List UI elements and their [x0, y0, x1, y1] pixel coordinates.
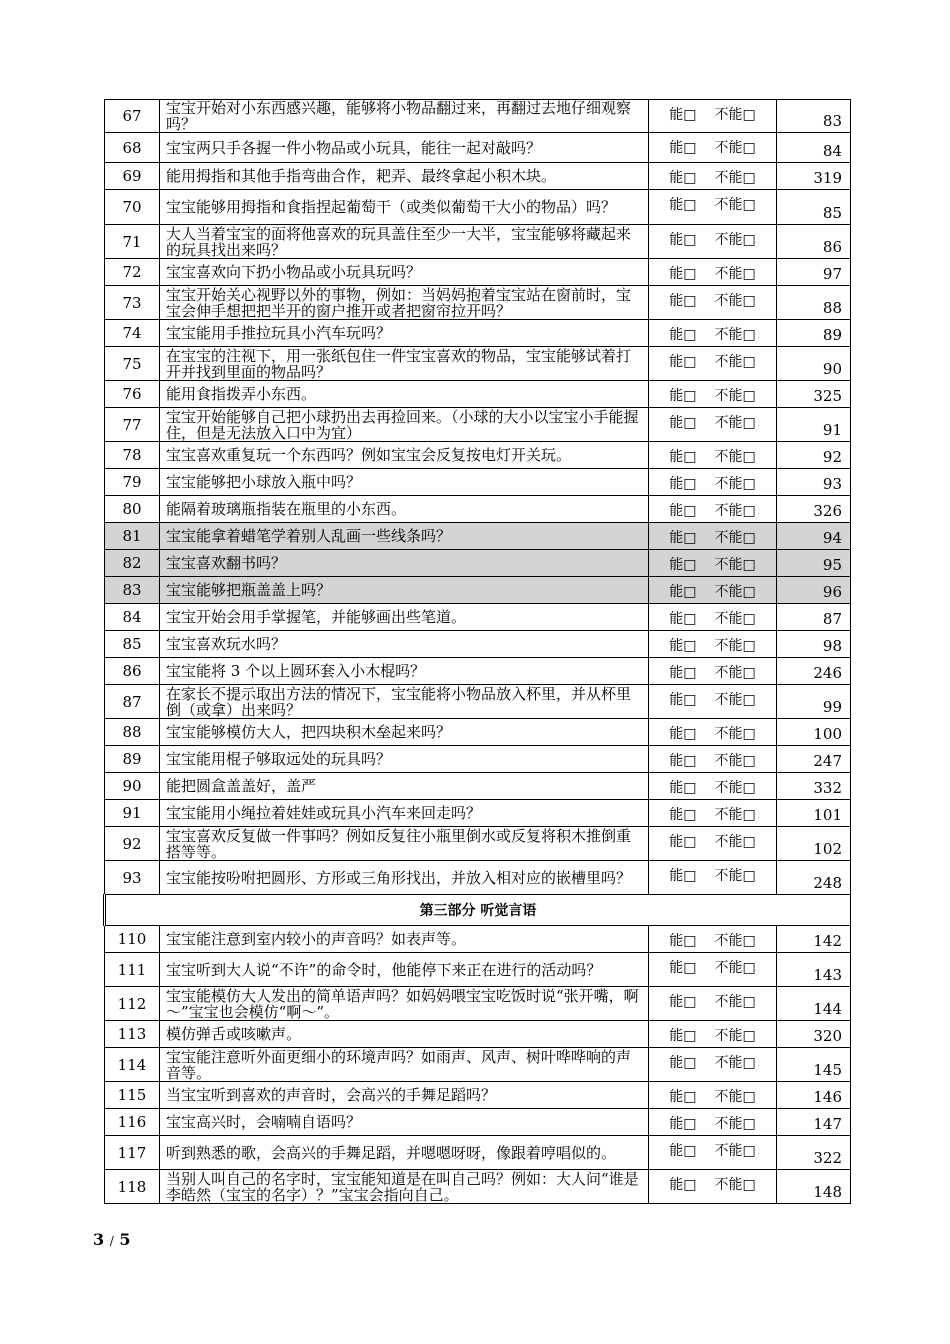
- question-row: [105, 577, 851, 604]
- question-number: 72: [105, 259, 160, 286]
- question-text: 宝宝能够把瓶盖盖上吗？: [160, 577, 649, 604]
- item-code: 144: [777, 987, 851, 1021]
- question-row: [105, 190, 851, 225]
- question-number: 73: [105, 286, 160, 320]
- question-row: [105, 381, 851, 408]
- option-yes-checkbox[interactable]: 能□: [669, 557, 697, 573]
- item-code: 248: [777, 861, 851, 895]
- answer-options: [649, 347, 777, 381]
- question-row: [105, 926, 851, 953]
- question-text: 宝宝开始会用手掌握笔，并能够画出些笔道。: [160, 604, 649, 631]
- question-number: 90: [105, 773, 160, 800]
- item-code: 145: [777, 1048, 851, 1082]
- option-yes-checkbox[interactable]: 能□: [669, 807, 697, 823]
- page-total: 5: [119, 1230, 131, 1249]
- question-text: 能用食指拨弄小东西。: [160, 381, 649, 408]
- item-code: 332: [777, 773, 851, 800]
- question-number: 112: [105, 987, 160, 1021]
- answer-options: [649, 658, 777, 685]
- option-no-checkbox[interactable]: 不能□: [714, 557, 756, 573]
- answer-options: [649, 953, 777, 987]
- option-no-checkbox[interactable]: 不能□: [714, 530, 756, 546]
- question-number: 70: [105, 190, 160, 225]
- question-row: [105, 259, 851, 286]
- answer-options: [649, 926, 777, 953]
- questionnaire-table: [103, 99, 851, 1204]
- question-text: 宝宝能按吩咐把圆形、方形或三角形找出，并放入相对应的嵌槽里吗？: [160, 861, 649, 895]
- option-no-checkbox[interactable]: 不能□: [714, 1143, 756, 1159]
- answer-options: [649, 550, 777, 577]
- item-code: 90: [777, 347, 851, 381]
- option-yes-checkbox[interactable]: 能□: [669, 1028, 697, 1044]
- question-number: 75: [105, 347, 160, 381]
- option-yes-checkbox[interactable]: 能□: [669, 476, 697, 492]
- question-number: 87: [105, 685, 160, 719]
- page-separator: /: [109, 1234, 114, 1248]
- answer-options: [649, 577, 777, 604]
- item-code: 84: [777, 133, 851, 163]
- question-row: [105, 953, 851, 987]
- option-yes-checkbox[interactable]: 能□: [669, 1055, 697, 1071]
- option-no-checkbox[interactable]: 不能□: [714, 584, 756, 600]
- question-row: [105, 286, 851, 320]
- question-row: [105, 442, 851, 469]
- question-number: 92: [105, 827, 160, 861]
- option-yes-checkbox[interactable]: 能□: [669, 753, 697, 769]
- option-yes-checkbox[interactable]: 能□: [669, 197, 697, 213]
- option-no-checkbox[interactable]: 不能□: [714, 1177, 756, 1193]
- option-yes-checkbox[interactable]: 能□: [669, 584, 697, 600]
- option-yes-checkbox[interactable]: 能□: [669, 1177, 697, 1193]
- answer-options: [649, 1170, 777, 1204]
- question-row: [105, 163, 851, 190]
- question-number: 114: [105, 1048, 160, 1082]
- question-number: 93: [105, 861, 160, 895]
- answer-options: [649, 469, 777, 496]
- option-no-checkbox[interactable]: 不能□: [714, 960, 756, 976]
- option-no-checkbox[interactable]: 不能□: [714, 726, 756, 742]
- option-yes-checkbox[interactable]: 能□: [669, 1116, 697, 1132]
- option-no-checkbox[interactable]: 不能□: [714, 780, 756, 796]
- option-no-checkbox[interactable]: 不能□: [714, 503, 756, 519]
- option-yes-checkbox[interactable]: 能□: [669, 415, 697, 431]
- question-number: 86: [105, 658, 160, 685]
- answer-options: [649, 381, 777, 408]
- question-number: 81: [105, 523, 160, 550]
- question-row: [105, 320, 851, 347]
- option-yes-checkbox[interactable]: 能□: [669, 611, 697, 627]
- option-yes-checkbox[interactable]: 能□: [669, 503, 697, 519]
- question-text: 听到熟悉的歌，会高兴的手舞足蹈，并嗯嗯呀呀，像跟着哼唱似的。: [160, 1136, 649, 1170]
- item-code: 102: [777, 827, 851, 861]
- option-no-checkbox[interactable]: 不能□: [714, 1055, 756, 1071]
- option-no-checkbox[interactable]: 不能□: [714, 140, 756, 156]
- option-yes-checkbox[interactable]: 能□: [669, 994, 697, 1010]
- item-code: 96: [777, 577, 851, 604]
- item-code: 100: [777, 719, 851, 746]
- item-code: 146: [777, 1082, 851, 1109]
- question-row: [105, 1170, 851, 1204]
- option-yes-checkbox[interactable]: 能□: [669, 530, 697, 546]
- question-number: 111: [105, 953, 160, 987]
- question-text: 在宝宝的注视下，用一张纸包住一件宝宝喜欢的物品，宝宝能够试着打开并找到里面的物品吗？: [160, 347, 649, 381]
- question-text: 宝宝能够模仿大人，把四块积木垒起来吗？: [160, 719, 649, 746]
- option-yes-checkbox[interactable]: 能□: [669, 933, 697, 949]
- question-text: 宝宝开始能够自己把小球扔出去再捡回来。（小球的大小以宝宝小手能握住，但是无法放入口中为宜）: [160, 408, 649, 442]
- question-row: [105, 1082, 851, 1109]
- answer-options: [649, 719, 777, 746]
- question-text: 宝宝能拿着蜡笔学着别人乱画一些线条吗？: [160, 523, 649, 550]
- option-yes-checkbox[interactable]: 能□: [669, 834, 697, 850]
- question-number: 110: [105, 926, 160, 953]
- answer-options: [649, 604, 777, 631]
- question-number: 89: [105, 746, 160, 773]
- question-text: 在家长不提示取出方法的情况下，宝宝能将小物品放入杯里，并从杯里倒（或拿）出来吗？: [160, 685, 649, 719]
- question-number: 74: [105, 320, 160, 347]
- item-code: 98: [777, 631, 851, 658]
- answer-options: [649, 746, 777, 773]
- question-row: [105, 773, 851, 800]
- answer-options: [649, 442, 777, 469]
- option-yes-checkbox[interactable]: 能□: [669, 1089, 697, 1105]
- question-text: 宝宝能够把小球放入瓶中吗？: [160, 469, 649, 496]
- item-code: 95: [777, 550, 851, 577]
- answer-options: [649, 1136, 777, 1170]
- item-code: 89: [777, 320, 851, 347]
- answer-options: [649, 773, 777, 800]
- question-text: 能隔着玻璃瓶指装在瓶里的小东西。: [160, 496, 649, 523]
- question-text: 宝宝喜欢向下扔小物品或小玩具玩吗？: [160, 259, 649, 286]
- option-no-checkbox[interactable]: 不能□: [714, 476, 756, 492]
- option-yes-checkbox[interactable]: 能□: [669, 293, 697, 309]
- answer-options: [649, 259, 777, 286]
- question-row: [105, 100, 851, 133]
- item-code: 92: [777, 442, 851, 469]
- option-no-checkbox[interactable]: 不能□: [714, 232, 756, 248]
- question-text: 宝宝能模仿大人发出的简单语声吗？如妈妈喂宝宝吃饭时说“张开嘴，啊～”宝宝也会模仿“啊～”。: [160, 987, 649, 1021]
- answer-options: [649, 1021, 777, 1048]
- question-number: 113: [105, 1021, 160, 1048]
- option-no-checkbox[interactable]: 不能□: [714, 197, 756, 213]
- question-text: 宝宝能注意听外面更细小的环境声吗？如雨声、风声、树叶哗哗响的声音等。: [160, 1048, 649, 1082]
- item-code: 322: [777, 1136, 851, 1170]
- question-row: [105, 800, 851, 827]
- question-number: 67: [105, 100, 160, 133]
- question-text: 宝宝能用手推拉玩具小汽车玩吗？: [160, 320, 649, 347]
- item-code: 319: [777, 163, 851, 190]
- question-number: 83: [105, 577, 160, 604]
- item-code: 87: [777, 604, 851, 631]
- item-code: 143: [777, 953, 851, 987]
- option-no-checkbox[interactable]: 不能□: [714, 327, 756, 343]
- option-no-checkbox[interactable]: 不能□: [714, 807, 756, 823]
- option-yes-checkbox[interactable]: 能□: [669, 170, 697, 186]
- item-code: 85: [777, 190, 851, 225]
- question-number: 115: [105, 1082, 160, 1109]
- question-row: [105, 1109, 851, 1136]
- question-text: 能把圆盒盖盖好，盖严: [160, 773, 649, 800]
- question-text: 宝宝开始对小东西感兴趣，能够将小物品翻过来，再翻过去地仔细观察吗？: [160, 100, 649, 133]
- answer-options: [649, 163, 777, 190]
- question-row: [105, 827, 851, 861]
- option-yes-checkbox[interactable]: 能□: [669, 140, 697, 156]
- question-number: 117: [105, 1136, 160, 1170]
- item-code: 86: [777, 225, 851, 259]
- question-row: [105, 987, 851, 1021]
- option-yes-checkbox[interactable]: 能□: [669, 726, 697, 742]
- option-yes-checkbox[interactable]: 能□: [669, 780, 697, 796]
- question-text: 宝宝两只手各握一件小物品或小玩具，能往一起对敲吗？: [160, 133, 649, 163]
- item-code: 246: [777, 658, 851, 685]
- answer-options: [649, 496, 777, 523]
- question-number: 77: [105, 408, 160, 442]
- question-row: [105, 604, 851, 631]
- option-yes-checkbox[interactable]: 能□: [669, 354, 697, 370]
- option-yes-checkbox[interactable]: 能□: [669, 960, 697, 976]
- question-text: 宝宝喜欢反复做一件事吗？例如反复往小瓶里倒水或反复将积木推倒重搭等等。: [160, 827, 649, 861]
- question-number: 71: [105, 225, 160, 259]
- question-text: 宝宝听到大人说“不许”的命令时，他能停下来正在进行的活动吗？: [160, 953, 649, 987]
- option-yes-checkbox[interactable]: 能□: [669, 266, 697, 282]
- question-row: [105, 631, 851, 658]
- option-yes-checkbox[interactable]: 能□: [669, 232, 697, 248]
- question-text: 宝宝能用棍子够取远处的玩具吗？: [160, 746, 649, 773]
- answer-options: [649, 408, 777, 442]
- question-text: 宝宝能注意到室内较小的声音吗？如表声等。: [160, 926, 649, 953]
- option-no-checkbox[interactable]: 不能□: [714, 266, 756, 282]
- option-no-checkbox[interactable]: 不能□: [714, 1116, 756, 1132]
- answer-options: [649, 1082, 777, 1109]
- question-number: 84: [105, 604, 160, 631]
- question-row: [105, 1048, 851, 1082]
- item-code: 83: [777, 100, 851, 133]
- question-row: [105, 133, 851, 163]
- option-no-checkbox[interactable]: 不能□: [714, 933, 756, 949]
- question-number: 118: [105, 1170, 160, 1204]
- answer-options: [649, 685, 777, 719]
- question-number: 85: [105, 631, 160, 658]
- question-text: 宝宝开始关心视野以外的事物，例如：当妈妈抱着宝宝站在窗前时，宝宝会伸手想把把半开的窗户推开或者把窗帘拉开吗？: [160, 286, 649, 320]
- question-row: [105, 1136, 851, 1170]
- item-code: 91: [777, 408, 851, 442]
- question-row: [105, 225, 851, 259]
- question-text: 宝宝能用小绳拉着娃娃或玩具小汽车来回走吗？: [160, 800, 649, 827]
- item-code: 247: [777, 746, 851, 773]
- option-yes-checkbox[interactable]: 能□: [669, 1143, 697, 1159]
- item-code: 94: [777, 523, 851, 550]
- question-number: 82: [105, 550, 160, 577]
- option-no-checkbox[interactable]: 不能□: [714, 868, 756, 884]
- answer-options: [649, 320, 777, 347]
- question-text: 当宝宝听到喜欢的声音时，会高兴的手舞足蹈吗？: [160, 1082, 649, 1109]
- option-yes-checkbox[interactable]: 能□: [669, 449, 697, 465]
- answer-options: [649, 225, 777, 259]
- answer-options: [649, 800, 777, 827]
- item-code: 93: [777, 469, 851, 496]
- option-yes-checkbox[interactable]: 能□: [669, 692, 697, 708]
- option-no-checkbox[interactable]: 不能□: [714, 1089, 756, 1105]
- option-no-checkbox[interactable]: 不能□: [714, 611, 756, 627]
- question-text: 宝宝喜欢重复玩一个东西吗？例如宝宝会反复按电灯开关玩。: [160, 442, 649, 469]
- answer-options: [649, 631, 777, 658]
- question-row: [105, 523, 851, 550]
- question-number: 91: [105, 800, 160, 827]
- question-row: [105, 658, 851, 685]
- question-row: [105, 550, 851, 577]
- option-yes-checkbox[interactable]: 能□: [669, 638, 697, 654]
- question-number: 80: [105, 496, 160, 523]
- item-code: 142: [777, 926, 851, 953]
- option-no-checkbox[interactable]: 不能□: [714, 638, 756, 654]
- question-text: 大人当着宝宝的面将他喜欢的玩具盖住至少一大半，宝宝能够将藏起来的玩具找出来吗？: [160, 225, 649, 259]
- option-no-checkbox[interactable]: 不能□: [714, 293, 756, 309]
- answer-options: [649, 1048, 777, 1082]
- answer-options: [649, 133, 777, 163]
- question-row: [105, 408, 851, 442]
- question-number: 79: [105, 469, 160, 496]
- option-no-checkbox[interactable]: 不能□: [714, 388, 756, 404]
- option-no-checkbox[interactable]: 不能□: [714, 170, 756, 186]
- question-text: 宝宝喜欢翻书吗？: [160, 550, 649, 577]
- option-no-checkbox[interactable]: 不能□: [714, 994, 756, 1010]
- option-no-checkbox[interactable]: 不能□: [714, 354, 756, 370]
- question-text: 宝宝能够用拇指和食指捏起葡萄干（或类似葡萄干大小的物品）吗？: [160, 190, 649, 225]
- option-no-checkbox[interactable]: 不能□: [714, 1028, 756, 1044]
- section-row: [105, 895, 851, 926]
- question-number: 69: [105, 163, 160, 190]
- answer-options: [649, 987, 777, 1021]
- item-code: 320: [777, 1021, 851, 1048]
- item-code: 326: [777, 496, 851, 523]
- option-yes-checkbox[interactable]: 能□: [669, 388, 697, 404]
- option-yes-checkbox[interactable]: 能□: [669, 665, 697, 681]
- question-text: 宝宝喜欢玩水吗？: [160, 631, 649, 658]
- option-no-checkbox[interactable]: 不能□: [714, 753, 756, 769]
- section-title: 第三部分 听觉言语: [105, 895, 851, 926]
- option-no-checkbox[interactable]: 不能□: [714, 834, 756, 850]
- item-code: 97: [777, 259, 851, 286]
- question-text: 模仿弹舌或咳嗽声。: [160, 1021, 649, 1048]
- item-code: 325: [777, 381, 851, 408]
- question-row: [105, 861, 851, 895]
- option-no-checkbox[interactable]: 不能□: [714, 415, 756, 431]
- item-code: 101: [777, 800, 851, 827]
- question-row: [105, 746, 851, 773]
- question-text: 宝宝高兴时，会喃喃自语吗？: [160, 1109, 649, 1136]
- part3-rows: [105, 926, 851, 1204]
- item-code: 99: [777, 685, 851, 719]
- option-no-checkbox[interactable]: 不能□: [714, 692, 756, 708]
- answer-options: [649, 100, 777, 133]
- question-row: [105, 685, 851, 719]
- item-code: 88: [777, 286, 851, 320]
- answer-options: [649, 523, 777, 550]
- question-number: 116: [105, 1109, 160, 1136]
- page-current: 3: [93, 1230, 105, 1249]
- question-number: 78: [105, 442, 160, 469]
- question-row: [105, 1021, 851, 1048]
- option-no-checkbox[interactable]: 不能□: [714, 665, 756, 681]
- option-no-checkbox[interactable]: 不能□: [714, 449, 756, 465]
- option-yes-checkbox[interactable]: 能□: [669, 327, 697, 343]
- item-code: 148: [777, 1170, 851, 1204]
- answer-options: [649, 861, 777, 895]
- option-no-checkbox[interactable]: 不能□: [714, 107, 756, 123]
- question-number: 76: [105, 381, 160, 408]
- answer-options: [649, 827, 777, 861]
- answer-options: [649, 286, 777, 320]
- page-number: [93, 1230, 130, 1249]
- answer-options: [649, 190, 777, 225]
- question-text: 能用拇指和其他手指弯曲合作，耙弄、最终拿起小积木块。: [160, 163, 649, 190]
- question-row: [105, 347, 851, 381]
- answer-options: [649, 1109, 777, 1136]
- question-row: [105, 469, 851, 496]
- question-row: [105, 496, 851, 523]
- question-row: [105, 719, 851, 746]
- option-yes-checkbox[interactable]: 能□: [669, 107, 697, 123]
- item-code: 147: [777, 1109, 851, 1136]
- option-yes-checkbox[interactable]: 能□: [669, 868, 697, 884]
- part2-rows: [105, 100, 851, 895]
- question-text: 当别人叫自己的名字时，宝宝能知道是在叫自己吗？例如：大人问“谁是李皓然（宝宝的名字）？”宝宝会指向自己。: [160, 1170, 649, 1204]
- section-header: [105, 895, 851, 926]
- question-text: 宝宝能将 3 个以上圆环套入小木棍吗？: [160, 658, 649, 685]
- question-number: 88: [105, 719, 160, 746]
- question-number: 68: [105, 133, 160, 163]
